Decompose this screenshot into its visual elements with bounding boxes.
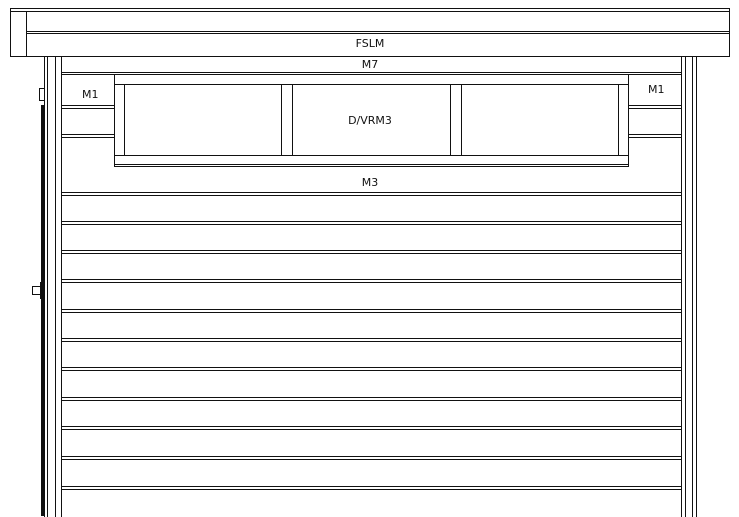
- wall-cladding: [62, 193, 682, 490]
- window-label: D/VRM3: [348, 114, 392, 127]
- right-post: [682, 57, 697, 517]
- left-post: [33, 57, 62, 517]
- side-cladding-right: [629, 106, 682, 138]
- side-cladding-left: [62, 106, 115, 138]
- m3-label: M3: [361, 176, 379, 189]
- m7-label: M7: [361, 58, 379, 71]
- m1-left-label: M1: [82, 88, 99, 101]
- m1-right-label: M1: [648, 83, 665, 96]
- fascia-label: FSLM: [355, 37, 385, 50]
